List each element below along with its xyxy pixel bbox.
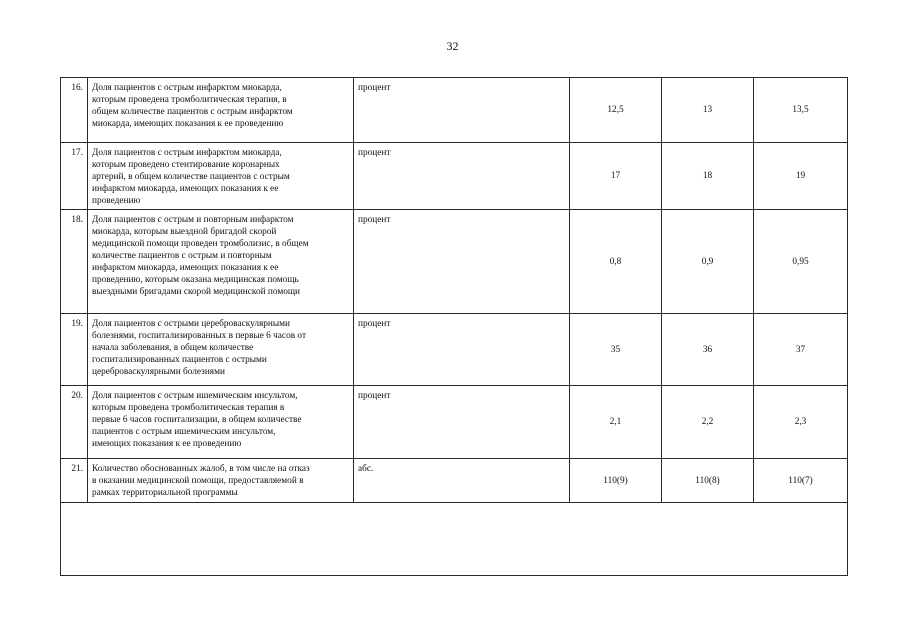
indicator-name xyxy=(88,386,354,459)
unit-cell: процент xyxy=(354,210,570,314)
table-row xyxy=(61,386,848,459)
table-row xyxy=(61,459,848,503)
value-cell-year-3: 2,3 xyxy=(754,386,848,459)
indicator-name-line: которым проведено стентирование коронарных xyxy=(92,160,280,170)
table-row xyxy=(61,78,848,143)
value-cell-year-3: 19 xyxy=(754,143,848,210)
value-cell-year-1: 0,8 xyxy=(570,210,662,314)
indicator-name-line: госпитализированных пациентов с острыми xyxy=(92,355,267,365)
indicator-name-line: медицинской помощи проведен тромболизис, в общем xyxy=(92,239,309,249)
unit-cell: процент xyxy=(354,314,570,386)
value-cell-year-2: 18 xyxy=(662,143,754,210)
indicator-name-line: в оказании медицинской помощи, предоставляемой в xyxy=(92,476,304,486)
indicator-name xyxy=(88,78,354,143)
value-cell-year-1: 2,1 xyxy=(570,386,662,459)
indicator-name-line: первые 6 часов госпитализации, в общем количестве xyxy=(92,415,302,425)
indicator-name-line: болезнями, госпитализированных в первые 6 часов от xyxy=(92,331,307,341)
value-cell-year-1: 110(9) xyxy=(570,459,662,503)
row-number: 16. xyxy=(61,78,88,143)
indicator-name-line: Доля пациентов с острым ишемическим инсультом, xyxy=(92,391,298,401)
indicators-table xyxy=(60,77,848,576)
indicator-name-line: артерий, в общем количестве пациентов с острым xyxy=(92,172,290,182)
value-cell-year-2: 110(8) xyxy=(662,459,754,503)
unit-cell: абс. xyxy=(354,459,570,503)
value-cell-year-3: 37 xyxy=(754,314,848,386)
indicator-name-line: которым проведена тромболитическая терапия в xyxy=(92,403,285,413)
unit-cell: процент xyxy=(354,143,570,210)
table-row xyxy=(61,210,848,314)
indicator-name-line: Доля пациентов с острыми цереброваскулярными xyxy=(92,319,290,329)
value-cell-year-1: 35 xyxy=(570,314,662,386)
indicator-name-line: пациентов с острым ишемическим инсультом, xyxy=(92,427,276,437)
indicator-name-line: общем количестве пациентов с острым инфарктом xyxy=(92,107,293,117)
indicator-name-line: количестве пациентов с острым и повторным xyxy=(92,251,272,261)
row-number: 17. xyxy=(61,143,88,210)
indicator-name xyxy=(88,459,354,503)
indicator-name-line: миокарда, которым выездной бригадой скорой xyxy=(92,227,277,237)
value-cell-year-3: 13,5 xyxy=(754,78,848,143)
empty-row xyxy=(61,503,848,576)
page-number: 32 xyxy=(446,39,459,53)
value-cell-year-3: 0,95 xyxy=(754,210,848,314)
value-cell-year-2: 36 xyxy=(662,314,754,386)
indicator-name-line: Количество обоснованных жалоб, в том числе на отказ xyxy=(92,464,310,474)
indicator-name-line: проведению xyxy=(92,196,141,206)
unit-cell: процент xyxy=(354,386,570,459)
row-number: 20. xyxy=(61,386,88,459)
indicator-name xyxy=(88,314,354,386)
indicator-name-line: Доля пациентов с острым инфарктом миокарда, xyxy=(92,148,282,158)
indicator-name-line: выездными бригадами скорой медицинской помощи xyxy=(92,287,301,297)
indicator-name-line: инфарктом миокарда, имеющих показания к ее xyxy=(92,263,279,273)
indicator-name-line: Доля пациентов с острым инфарктом миокарда, xyxy=(92,83,282,93)
indicator-name-line: которым проведена тромболитическая терапия, в xyxy=(92,95,287,105)
value-cell-year-2: 2,2 xyxy=(662,386,754,459)
row-number: 21. xyxy=(61,459,88,503)
indicator-name-line: имеющих показания к ее проведению xyxy=(92,439,242,449)
indicator-name-line: начала заболевания, в общем количестве xyxy=(92,343,254,353)
value-cell-year-1: 17 xyxy=(570,143,662,210)
value-cell-year-2: 13 xyxy=(662,78,754,143)
indicator-name-line: инфарктом миокарда, имеющих показания к ее xyxy=(92,184,279,194)
indicator-name-line: миокарда, имеющих показания к ее проведению xyxy=(92,119,284,129)
indicator-name xyxy=(88,143,354,210)
indicator-name-line: Доля пациентов с острым и повторным инфарктом xyxy=(92,215,294,225)
indicator-name-line: проведению, которым оказана медицинская помощь xyxy=(92,275,299,285)
row-number: 19. xyxy=(61,314,88,386)
unit-cell: процент xyxy=(354,78,570,143)
empty-cell xyxy=(61,503,848,576)
value-cell-year-3: 110(7) xyxy=(754,459,848,503)
table-row xyxy=(61,143,848,210)
value-cell-year-1: 12,5 xyxy=(570,78,662,143)
value-cell-year-2: 0,9 xyxy=(662,210,754,314)
indicator-name-line: рамках территориальной программы xyxy=(92,488,238,498)
table-row xyxy=(61,314,848,386)
indicator-name xyxy=(88,210,354,314)
indicator-name-line: цереброваскулярными болезнями xyxy=(92,367,225,377)
row-number: 18. xyxy=(61,210,88,314)
